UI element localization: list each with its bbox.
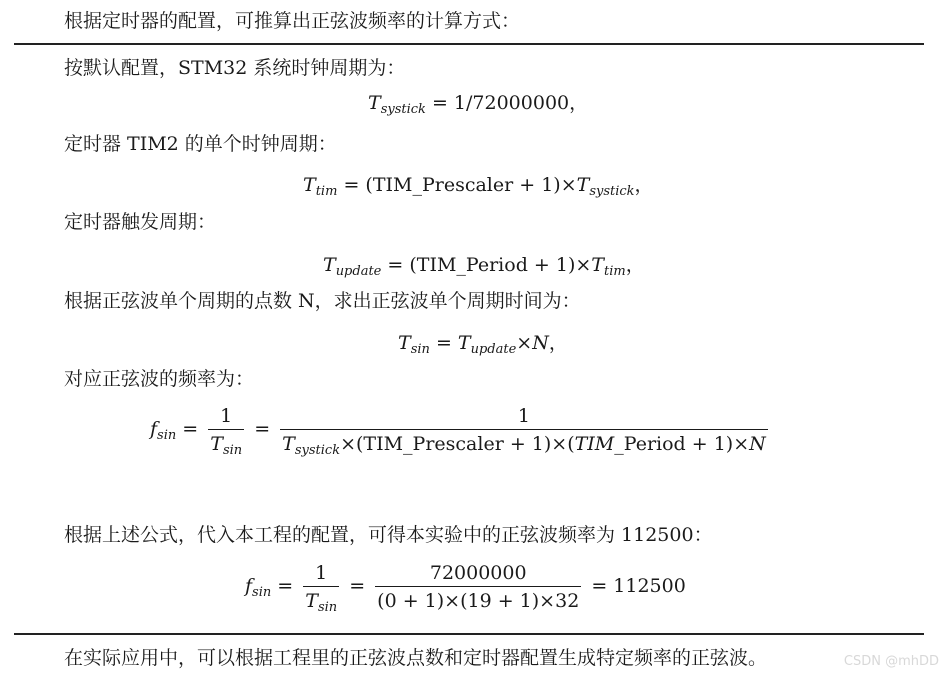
eq5-den1-sub: sin: [222, 443, 243, 458]
eq5-num1: 1: [220, 405, 233, 427]
eq5-den2: [280, 429, 768, 458]
paragraph-frequency: 对应正弦波的频率为：: [64, 368, 255, 390]
equation-frequency-formula: [150, 405, 772, 458]
eq5-den2-a: ×(TIM_Prescaler + 1)×(: [340, 433, 575, 455]
equation-sin-period: [398, 328, 568, 355]
csdn-watermark: CSDN @mhDD: [843, 654, 939, 669]
eq1-rhs: = 1/72000000，: [431, 92, 589, 114]
eq4-eq: =: [435, 332, 452, 354]
equation-systick: [368, 88, 588, 115]
eq6-f-sub: sin: [252, 585, 272, 600]
eq5-den2-t: T: [282, 433, 295, 455]
eq2-lhs-sub: tim: [315, 184, 338, 199]
eq5-den2-n: N: [749, 433, 766, 455]
eq6-num2: 72000000: [429, 562, 527, 584]
eq6-den1-t: T: [305, 590, 318, 612]
paragraph-system-clock: 按默认配置，STM32 系统时钟周期为：: [64, 57, 406, 79]
eq4-times: ×: [516, 332, 533, 354]
eq6-den1: [303, 586, 339, 615]
eq4-n: N: [532, 332, 549, 354]
top-rule: [14, 43, 924, 45]
eq5-num2: 1: [517, 405, 530, 427]
eq5-den2-sub: systick: [294, 443, 341, 458]
eq5-den1-t: T: [210, 433, 223, 455]
eq6-result: = 112500: [591, 575, 686, 597]
eq5-f: f: [150, 418, 158, 440]
eq3-end: ，: [625, 254, 645, 276]
eq6-eq2: =: [349, 575, 366, 597]
intro-text: 根据定时器的配置，可推算出正弦波频率的计算方式：: [64, 10, 521, 32]
eq5-fraction-1: [208, 405, 244, 458]
eq6-f: f: [245, 575, 253, 597]
eq4-lhs-sub: sin: [410, 342, 430, 357]
eq2-mid: = (TIM_Prescaler + 1)×: [343, 174, 577, 196]
eq2-t: T: [576, 174, 590, 196]
eq5-den2-tim: TIM: [574, 433, 615, 455]
eq6-den2: (0 + 1)×(19 + 1)×32: [375, 586, 581, 612]
eq4-end: ，: [548, 332, 568, 354]
equation-project-frequency: [245, 562, 686, 615]
eq5-fraction-2: [280, 405, 768, 458]
eq4-t: T: [457, 332, 471, 354]
eq5-eq2: =: [254, 418, 271, 440]
eq3-t-sub: tim: [603, 264, 626, 279]
paragraph-project-frequency: 根据上述公式，代入本工程的配置，可得本实验中的正弦波频率为 112500：: [64, 524, 713, 546]
eq3-lhs: T: [323, 254, 336, 276]
eq6-fraction-2: [375, 562, 581, 612]
equation-update: [323, 250, 645, 277]
eq6-num1: 1: [315, 562, 328, 584]
eq2-end: ，: [634, 174, 654, 196]
eq6-eq1: =: [277, 575, 294, 597]
eq3-t: T: [591, 254, 604, 276]
eq2-t-sub: systick: [589, 184, 635, 199]
eq4-lhs: T: [398, 332, 411, 354]
eq3-lhs-sub: update: [335, 264, 382, 279]
eq6-den1-sub: sin: [317, 600, 338, 615]
eq5-f-sub: sin: [157, 428, 177, 443]
paragraph-trigger-period: 定时器触发周期：: [64, 211, 217, 233]
equation-tim: [303, 170, 654, 197]
paragraph-points-per-period: 根据正弦波单个周期的点数 N，求出正弦波单个周期时间为：: [64, 290, 581, 312]
bottom-rule: [14, 633, 924, 635]
eq5-den2-b: _Period + 1)×: [614, 433, 750, 455]
eq1-lhs-sub: systick: [380, 102, 426, 117]
paragraph-tim2-clock: 定时器 TIM2 的单个时钟周期：: [64, 133, 337, 155]
eq5-eq1: =: [182, 418, 199, 440]
paragraph-conclusion: 在实际应用中，可以根据工程里的正弦波点数和定时器配置生成特定频率的正弦波。: [64, 647, 768, 669]
eq2-lhs: T: [303, 174, 316, 196]
eq6-fraction-1: [303, 562, 339, 615]
eq3-mid: = (TIM_Period + 1)×: [387, 254, 592, 276]
eq4-t-sub: update: [470, 342, 517, 357]
eq1-lhs: T: [368, 92, 381, 114]
eq5-den1: [208, 429, 244, 458]
